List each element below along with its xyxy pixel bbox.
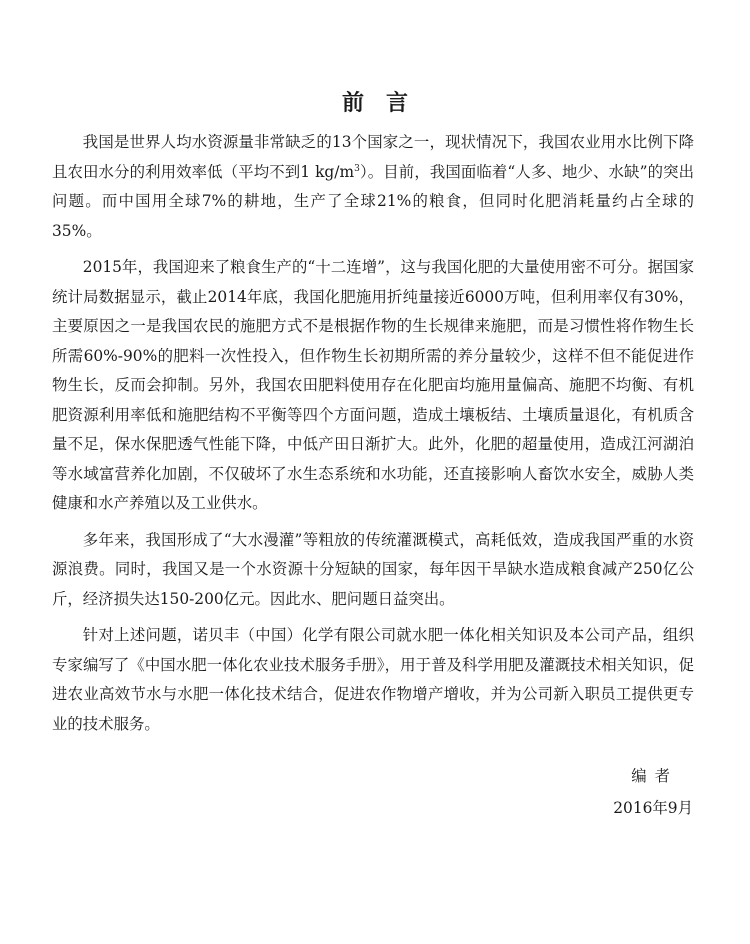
page-title: 前言 (341, 90, 430, 116)
paragraph-3: 多年来，我国形成了“大水漫灌”等粗放的传统灌溉模式，高耗低效，造成我国严重的水资源浪费。同时，我国又是一个水资源十分短缺的国家，每年因干旱缺水造成粮食减产250亿公斤，经济损失达150-200亿元。因此水、肥问题日益突出。 (52, 530, 694, 608)
paragraph-4: 针对上述问题，诺贝丰（中国）化学有限公司就水肥一体化相关知识及本公司产品，组织专家编写了《中国水肥一体化农业技术服务手册》，用于普及科学用肥及灌溉技术相关知识，促进农业高效节水与水肥一体化技术结合，促进农作物增产增收，并为公司新入职员工提供更专业的技术服务。 (52, 626, 694, 733)
signature-date: 2016年9月 (613, 799, 693, 817)
paragraph-1-text-b: ）。目前，我国面临着“人多、地少、水缺”的突出问题。而中国用全球7%的耕地，生产了全球21%的粮食，但同时化肥消耗量约占全球的35%。 (52, 162, 694, 240)
paragraph-1-text-a: 我国是世界人均水资源量非常缺乏的13个国家之一，现状情况下，我国农业用水比例下降且农田水分的利用效率低（平均不到1 kg/m (52, 133, 694, 181)
editor-signature: 编者 (631, 767, 678, 785)
paragraph-1 (52, 128, 694, 246)
preface-body (52, 128, 694, 746)
paragraph-2: 2015年，我国迎来了粮食生产的“十二连增”，这与我国化肥的大量使用密不可分。据国家统计局数据显示，截止2014年底，我国化肥施用折纯量接近6000万吨，但利用率仅有30%，主要原因之一是我国农民的施肥方式不是根据作物的生长规律来施肥，而是习惯性将作物生长所需60%-90%的肥料一次性投入，但作物生长初期所需的养分量较少，这样不但不能促进作物生长，反而会抑制。另外，我国农田肥料使用存在化肥亩均施用量偏高、施肥不均衡、有机肥资源利用率低和施肥结构不平衡等四个方面问题，造成土壤板结、土壤质量退化，有机质含量不足，保水保肥透气性能下降，中低产田日渐扩大。此外，化肥的超量使用，造成江河湖泊等水域富营养化加剧，不仅破坏了水生态系统和水功能，还直接影响人畜饮水安全，威胁人类健康和水产养殖以及工业供水。 (52, 258, 694, 512)
paragraph-1-superscript: 3 (354, 163, 360, 174)
